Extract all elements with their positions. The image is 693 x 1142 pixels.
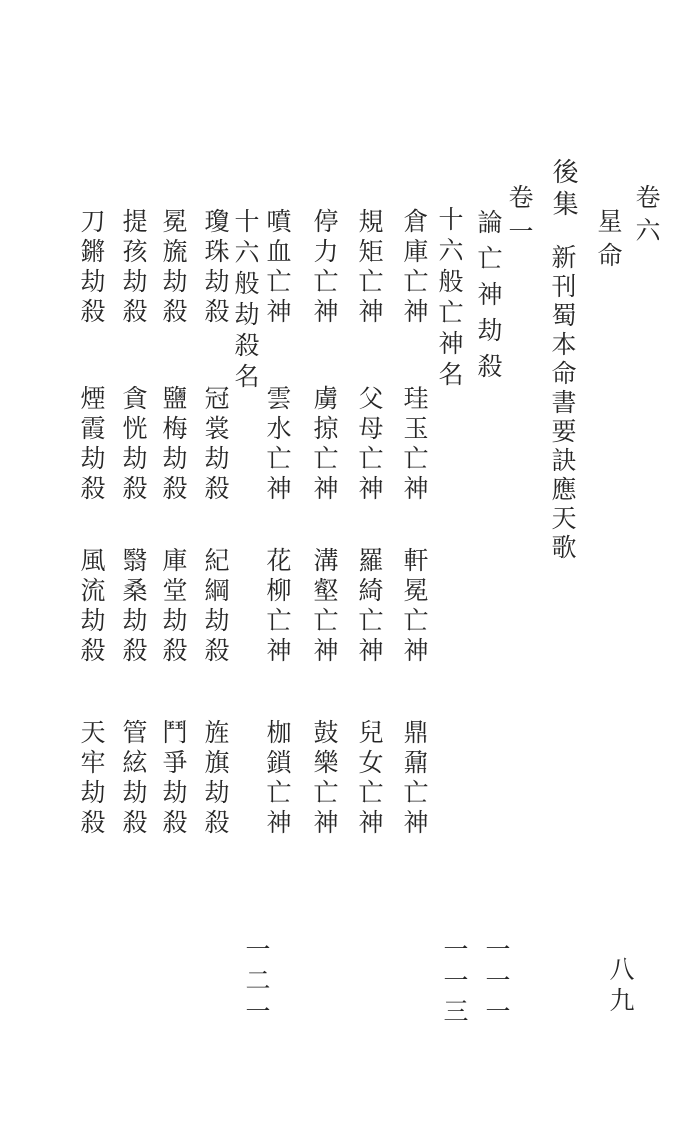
wangshen-name: 規矩亡神 — [355, 208, 384, 328]
jiesha-name: 翳桑劫殺 — [119, 547, 148, 667]
jiesha-name: 瓊珠劫殺 — [201, 208, 230, 328]
jiesha-name: 鬥爭劫殺 — [159, 719, 188, 839]
jiesha-name: 風流劫殺 — [77, 547, 106, 667]
volume-label: 卷六 — [632, 184, 661, 250]
chapter-label: 卷一 — [505, 184, 534, 252]
wangshen-name: 鼎鼐亡神 — [400, 719, 429, 839]
jiesha-name: 管絃劫殺 — [119, 719, 148, 839]
category-label: 星命 — [594, 208, 623, 276]
wangshen-name: 花柳亡神 — [263, 547, 292, 667]
wangshen-name: 枷鎖亡神 — [263, 719, 292, 839]
jiesha-name: 提孩劫殺 — [119, 208, 148, 328]
wangshen-name: 兒女亡神 — [355, 719, 384, 839]
jiesha-name: 庫堂劫殺 — [159, 547, 188, 667]
jiesha-name: 煙霞劫殺 — [77, 385, 106, 505]
jiesha-name: 鹽梅劫殺 — [159, 385, 188, 505]
jiesha-name: 冠裳劫殺 — [201, 385, 230, 505]
wangshen-name: 鼓樂亡神 — [310, 719, 339, 839]
wangshen-name: 虜掠亡神 — [310, 385, 339, 505]
wangshen-name: 羅綺亡神 — [355, 547, 384, 667]
wangshen-name: 停力亡神 — [310, 208, 339, 328]
wangshen-name: 溝壑亡神 — [310, 547, 339, 667]
page-number: 一一一 — [482, 936, 511, 1029]
page-number: 一一三 — [440, 936, 469, 1029]
wangshen-name: 倉庫亡神 — [400, 208, 429, 328]
jiesha-name: 冕旒劫殺 — [159, 208, 188, 328]
wangshen-name: 父母亡神 — [355, 385, 384, 505]
jiesha-name: 天牢劫殺 — [77, 719, 106, 839]
wangshen-name: 噴血亡神 — [263, 208, 292, 328]
book-title: 新刊蜀本命書要訣應天歌 — [548, 244, 577, 563]
jiesha-name: 貪恍劫殺 — [119, 385, 148, 505]
jiesha-name: 刀鏘劫殺 — [77, 208, 106, 328]
jiesha-name: 旌旗劫殺 — [201, 719, 230, 839]
wangshen-name: 雲水亡神 — [263, 385, 292, 505]
page-number: 八九 — [606, 956, 635, 1018]
collection-label: 後集 — [548, 158, 579, 222]
jiesha-name: 紀綱劫殺 — [201, 547, 230, 667]
page-number: 一二一 — [242, 936, 271, 1029]
toc-entry-jiesha-header: 十六般劫殺名 — [231, 208, 260, 394]
wangshen-name: 軒冕亡神 — [400, 547, 429, 667]
toc-entry-wangshen-header: 十六般亡神名 — [435, 206, 464, 392]
wangshen-name: 珪玉亡神 — [400, 385, 429, 505]
toc-entry-lun-wangshen-jiesha: 論亡神劫殺 — [474, 209, 503, 389]
